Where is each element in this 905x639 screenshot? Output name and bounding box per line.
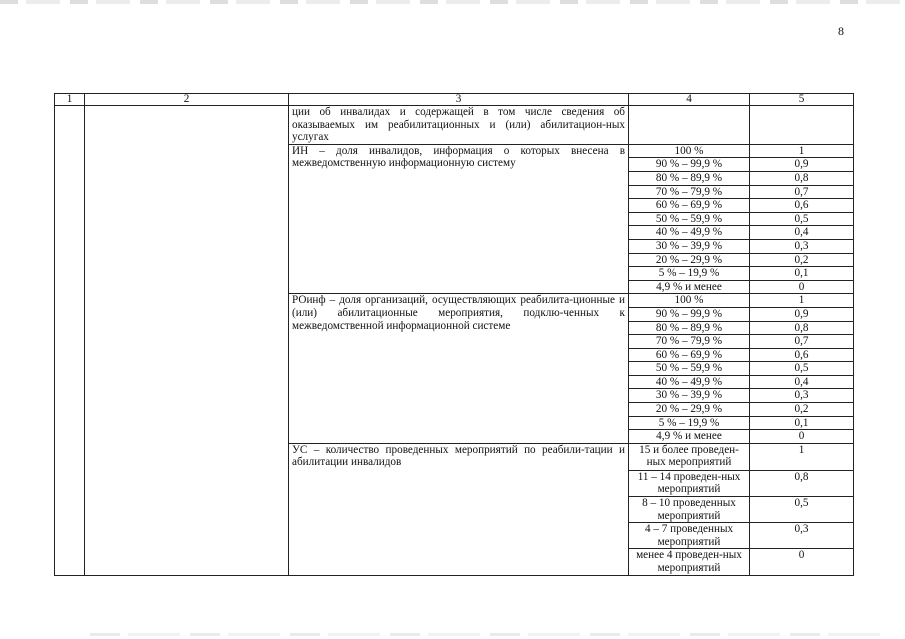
score-cell: 0,6	[750, 348, 854, 362]
indicator-description: РОинф – доля организаций, осуществляющих реабилита-ционные и (или) абилитационные мероприятия, подклю-ченных к межведомственной информационной системе	[289, 294, 629, 444]
range-cell: 4 – 7 проведенных мероприятий	[629, 523, 750, 549]
score-cell: 0,8	[750, 171, 854, 185]
range-cell: 30 % – 39,9 %	[629, 389, 750, 403]
range-cell: 90 % – 99,9 %	[629, 307, 750, 321]
range-cell: 30 % – 39,9 %	[629, 239, 750, 253]
header-cell: 1	[55, 94, 85, 106]
score-cell: 0,1	[750, 267, 854, 281]
score-cell: 0,4	[750, 226, 854, 240]
intro-text-cell: ции об инвалидах и содержащей в том числе сведения об оказываемых им реабилитационных и (или) абилитацион-ных услугах	[289, 106, 629, 145]
range-cell: 100 %	[629, 294, 750, 308]
indicator-description: УС – количество проведенных мероприятий по реабили-тации и абилитации инвалидов	[289, 443, 629, 575]
score-cell: 0,5	[750, 497, 854, 523]
range-cell: 11 – 14 проведен-ных мероприятий	[629, 470, 750, 496]
criteria-table	[54, 93, 854, 576]
header-cell: 5	[750, 94, 854, 106]
score-cell: 0,2	[750, 253, 854, 267]
range-cell: 40 % – 49,9 %	[629, 375, 750, 389]
score-cell: 0,7	[750, 335, 854, 349]
range-cell: 8 – 10 проведенных мероприятий	[629, 497, 750, 523]
score-cell: 0,1	[750, 416, 854, 430]
table-row	[55, 106, 854, 145]
score-cell: 1	[750, 294, 854, 308]
score-cell: 0	[750, 280, 854, 294]
score-cell: 0,8	[750, 470, 854, 496]
range-cell: 5 % – 19,9 %	[629, 416, 750, 430]
range-cell: 4,9 % и менее	[629, 430, 750, 444]
range-cell: 50 % – 59,9 %	[629, 362, 750, 376]
score-cell: 0,8	[750, 321, 854, 335]
range-cell: 100 %	[629, 144, 750, 158]
score-cell: 0,5	[750, 362, 854, 376]
header-cell: 4	[629, 94, 750, 106]
page-number: 8	[838, 24, 844, 38]
score-cell: 1	[750, 144, 854, 158]
empty-cell	[750, 106, 854, 145]
score-cell: 0,7	[750, 185, 854, 199]
score-cell: 0,5	[750, 212, 854, 226]
scan-artifact-top	[0, 0, 905, 4]
score-cell: 1	[750, 443, 854, 470]
score-cell: 0,3	[750, 389, 854, 403]
range-cell: 80 % – 89,9 %	[629, 321, 750, 335]
range-cell: 50 % – 59,9 %	[629, 212, 750, 226]
score-cell: 0,2	[750, 403, 854, 417]
score-cell: 0	[750, 430, 854, 444]
range-cell: 90 % – 99,9 %	[629, 158, 750, 172]
column-1-cell	[55, 106, 85, 576]
range-cell: 4,9 % и менее	[629, 280, 750, 294]
score-cell: 0	[750, 549, 854, 575]
score-cell: 0,4	[750, 375, 854, 389]
score-cell: 0,6	[750, 199, 854, 213]
scan-artifact-bottom	[90, 633, 890, 636]
range-cell: 40 % – 49,9 %	[629, 226, 750, 240]
score-cell: 0,9	[750, 307, 854, 321]
score-cell: 0,3	[750, 523, 854, 549]
range-cell: 20 % – 29,9 %	[629, 403, 750, 417]
range-cell: 20 % – 29,9 %	[629, 253, 750, 267]
header-cell: 2	[85, 94, 289, 106]
indicator-description: ИН – доля инвалидов, информация о которых внесена в межведомственную информационную систему	[289, 144, 629, 294]
range-cell: 80 % – 89,9 %	[629, 171, 750, 185]
range-cell: менее 4 проведен-ных мероприятий	[629, 549, 750, 575]
range-cell: 15 и более проведен-ных мероприятий	[629, 443, 750, 470]
score-cell: 0,9	[750, 158, 854, 172]
table-header-row	[55, 94, 854, 106]
header-cell: 3	[289, 94, 629, 106]
range-cell: 60 % – 69,9 %	[629, 348, 750, 362]
column-2-cell	[85, 106, 289, 576]
range-cell: 70 % – 79,9 %	[629, 185, 750, 199]
score-cell: 0,3	[750, 239, 854, 253]
range-cell: 60 % – 69,9 %	[629, 199, 750, 213]
empty-cell	[629, 106, 750, 145]
range-cell: 70 % – 79,9 %	[629, 335, 750, 349]
range-cell: 5 % – 19,9 %	[629, 267, 750, 281]
